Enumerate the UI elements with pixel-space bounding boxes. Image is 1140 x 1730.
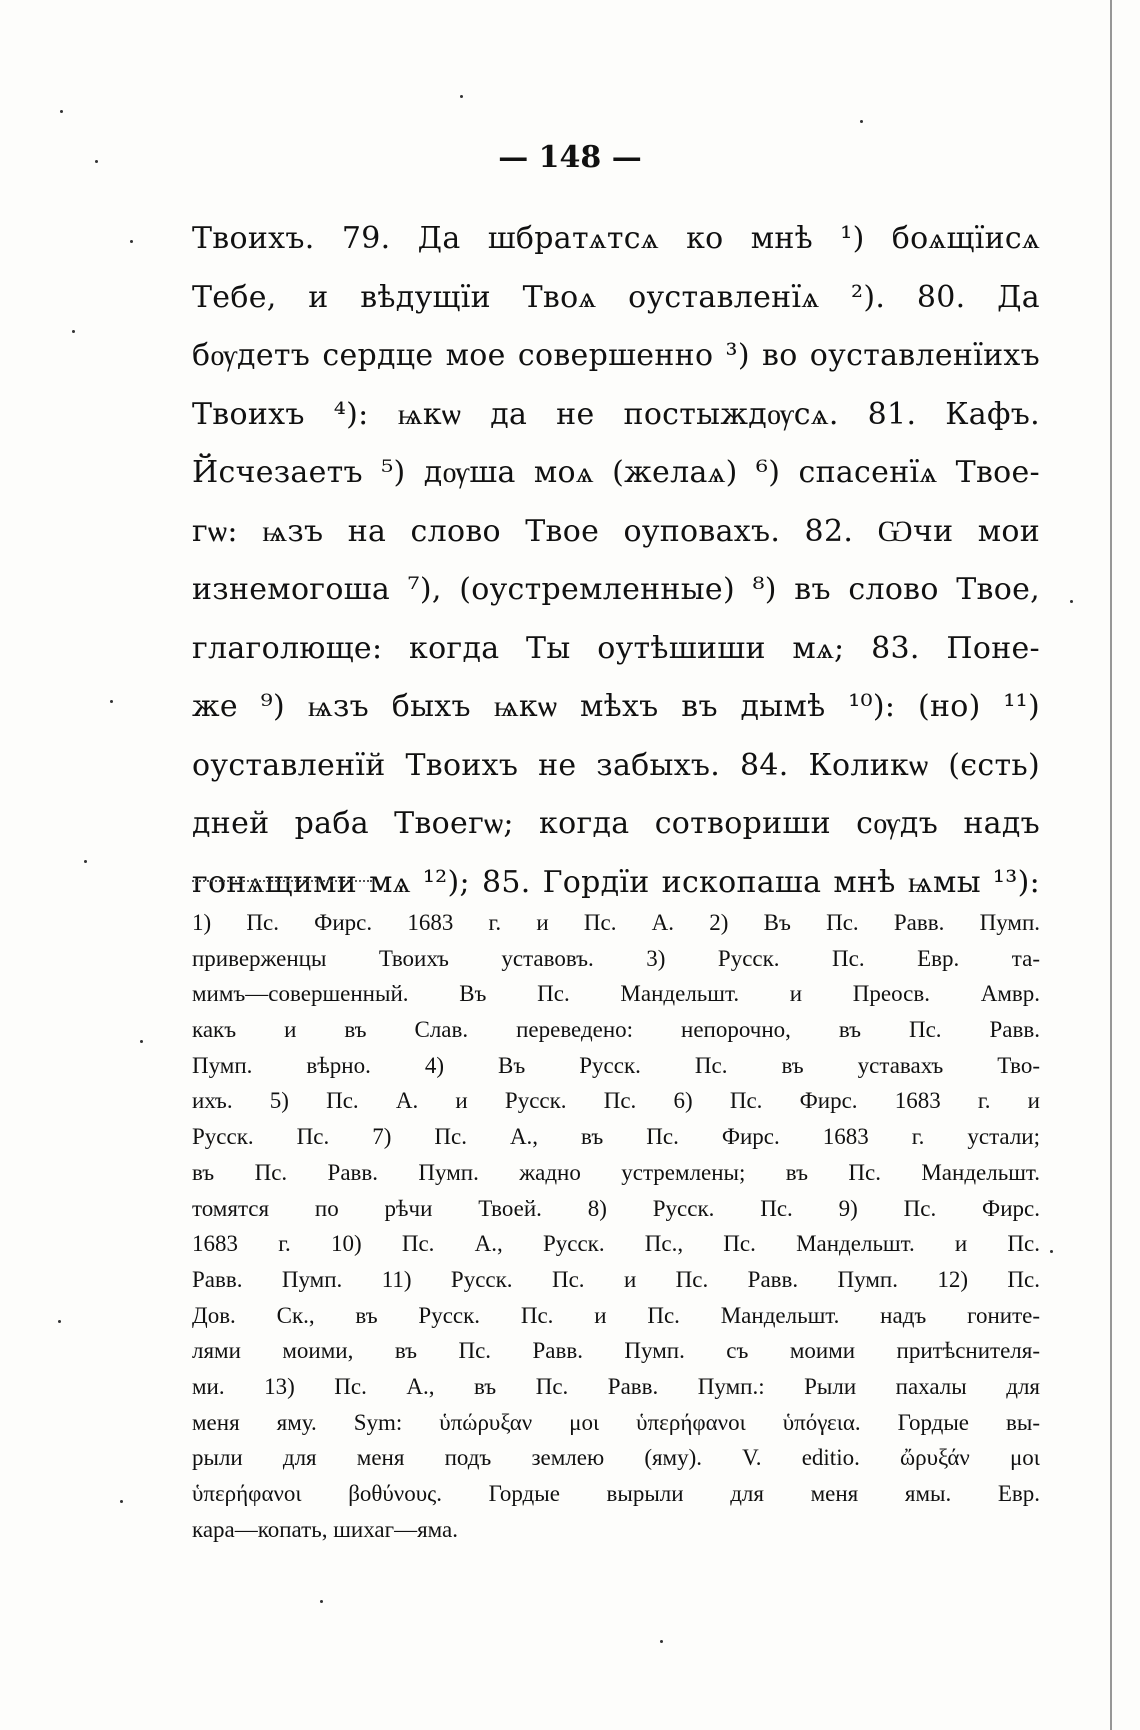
scan-speck — [460, 95, 463, 98]
main-text-line: оуставленїй Твоихъ не забыхъ. 84. Коликѡ (єсть) — [192, 747, 1040, 783]
footnote-line: 1683 г. 10) Пс. А., Русск. Пс., Пс. Мандельшт. и Пс. — [192, 1231, 1040, 1257]
footnote-line: томятся по рѣчи Твоей. 8) Русск. Пс. 9) Пс. Фирс. — [192, 1195, 1040, 1221]
footnote-line: Равв. Пумп. 11) Русск. Пс. и Пс. Равв. Пумп. 12) Пс. — [192, 1266, 1040, 1292]
main-text-line: же ⁹) ѩзъ быхъ ѩкѡ мѣхъ въ дымѣ ¹⁰): (но) ¹¹) — [192, 689, 1040, 724]
footnote-line: въ Пс. Равв. Пумп. жадно устремлены; въ Пс. Мандельшт. — [192, 1159, 1040, 1185]
scan-speck — [95, 160, 98, 163]
main-text-line: гѡ: ѩзъ на слово Твое оуповахъ. 82. Ѡчи мои — [192, 513, 1040, 549]
page-edge-line — [1110, 0, 1112, 1730]
main-text-line: Твоихъ. 79. Да шбратѧтсѧ ко мнѣ ¹) боѧщїисѧ — [192, 221, 1040, 256]
page-number: — 148 — — [498, 140, 642, 175]
footnote-line: ὑπερήφανοι βοθύνους. Гордые вырыли для меня ямы. Евр. — [192, 1481, 1040, 1506]
main-text-line: глаголюще: когда Ты оутѣшиши мѧ; 83. Поне- — [192, 630, 1040, 666]
footnote-line: приверженцы Твоихъ уставовъ. 3) Русск. Пс. Евр. та- — [192, 945, 1040, 971]
footnote-line: Русск. Пс. 7) Пс. А., въ Пс. Фирс. 1683 г. устали; — [192, 1124, 1040, 1150]
scan-speck — [110, 700, 113, 703]
main-text-line: Йсчезаетъ ⁵) дѹша моѧ (желаѧ) ⁶) спасенїѧ Твое- — [192, 455, 1040, 490]
scan-speck — [120, 1500, 123, 1503]
scan-speck — [130, 240, 133, 243]
main-text-block — [192, 210, 1040, 912]
footnote-line: ихъ. 5) Пс. А. и Русск. Пс. 6) Пс. Фирс. 1683 г. и — [192, 1088, 1040, 1114]
main-text-line: Твоихъ ⁴): ѩкѡ да не постыждѹсѧ. 81. Кафъ. — [192, 396, 1040, 432]
footnote-line: мимъ—совершенный. Въ Пс. Мандельшт. и Преосв. Амвр. — [192, 981, 1040, 1007]
scan-speck — [320, 1600, 323, 1603]
footnote-line: какъ и въ Слав. переведено: непорочно, въ Пс. Равв. — [192, 1017, 1040, 1043]
main-text-line: Тебе, и вѣдущїи Твоѧ оуставленїѧ ²). 80. Да — [192, 279, 1040, 315]
footnote-line: рыли для меня подъ землею (яму). V. editio. ὤρυξάν μοι — [192, 1445, 1040, 1471]
footnote-line: кара—копать, шихаг—яма. — [192, 1516, 459, 1542]
scan-speck — [1070, 600, 1073, 603]
scan-speck — [60, 110, 63, 113]
footnote-separator — [192, 880, 372, 882]
scan-speck — [58, 1320, 61, 1323]
main-text-line: изнемогоша ⁷), (оустремленные) ⁸) въ слово Твое, — [192, 572, 1040, 607]
scan-speck — [660, 1640, 663, 1643]
footnote-line: Пумп. вѣрно. 4) Въ Русск. Пс. въ уставахъ Тво- — [192, 1052, 1040, 1078]
footnote-line: меня яму. Sym: ὑπώρυξαν μοι ὑπερήφανοι ὑπόγεια. Гордые вы- — [192, 1409, 1040, 1435]
scan-speck — [1050, 1250, 1053, 1253]
footnote-line: ми. 13) Пс. А., въ Пс. Равв. Пумп.: Рыли пахалы для — [192, 1373, 1040, 1399]
footnote-line: лями моими, въ Пс. Равв. Пумп. съ моими притѣснителя- — [192, 1338, 1040, 1364]
main-text-line: дней раба Твоегѡ; когда сотвориши сѹдъ надъ — [192, 806, 1040, 841]
main-text-line: бѹдетъ сердце мое совершенно ³) во оуставленїихъ — [192, 338, 1040, 373]
footnotes-block — [192, 905, 1040, 1547]
footnote-line: Дов. Ск., въ Русск. Пс. и Пс. Мандельшт. надъ гоните- — [192, 1302, 1040, 1328]
scan-speck — [140, 1040, 143, 1043]
scan-speck — [860, 120, 863, 123]
main-text-line: гонѧщими мѧ ¹²); 85. Гордїи ископаша мнѣ ѩмы ¹³): — [192, 864, 1040, 900]
footnote-line: 1) Пс. Фирс. 1683 г. и Пс. А. 2) Въ Пс. Равв. Пумп. — [192, 910, 1040, 935]
scan-speck — [84, 860, 87, 863]
scan-speck — [72, 330, 75, 333]
